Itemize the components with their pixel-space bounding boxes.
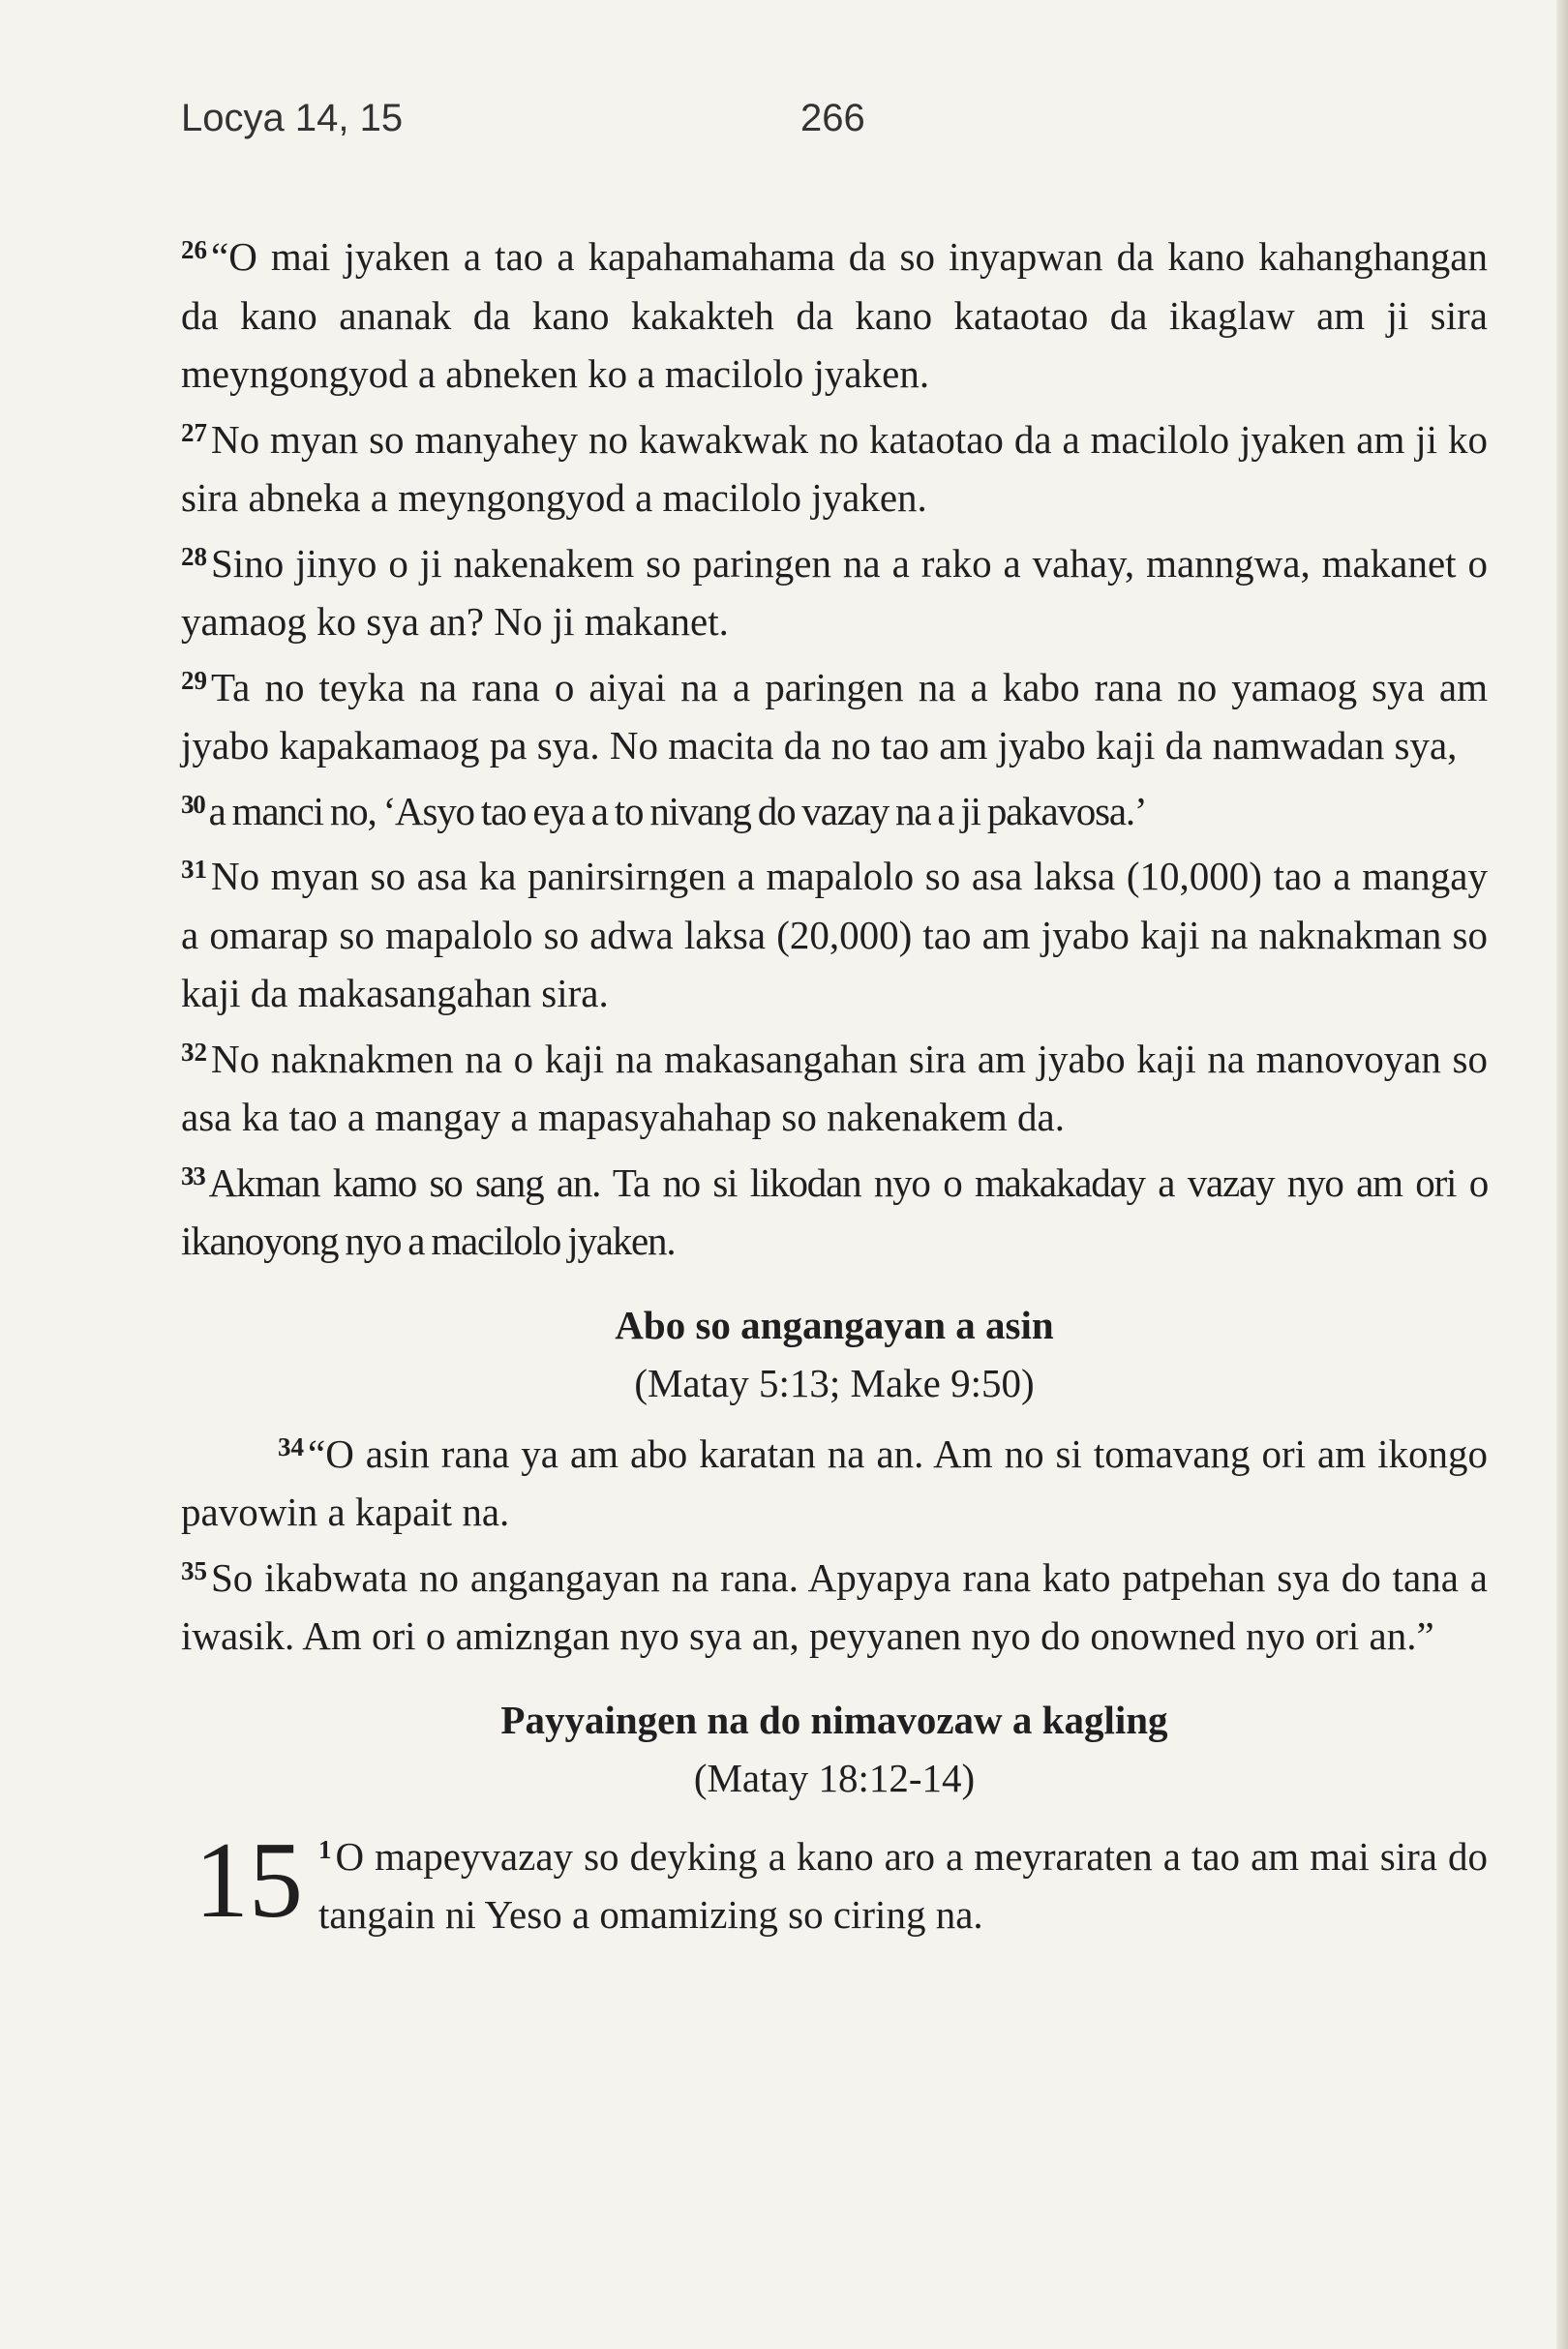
verse-text: “O mai jyaken a tao a kapahamahama da so inyapwan da kano kahanghangan da kano ananak da kano kakakteh da kano kataotao da ikaglaw am ji sira meyngongyod a abneken ko a macilolo jyaken. — [181, 234, 1488, 396]
verse-text: Ta no teyka na rana o aiyai na a paringen na a kabo rana no yamaog sya am jyabo kapakamaog pa sya. No macita da no tao am jyabo kaji da namwadan sya, — [181, 664, 1488, 768]
verse-text: Akman kamo so sang an. Ta no si likodan nyo o makakaday a vazay nyo am ori o ikanoyong nyo a macilolo jyaken. — [181, 1159, 1488, 1263]
chapter-opening — [181, 1821, 1488, 1944]
verse-number: 29 — [181, 665, 207, 695]
verse-number: 26 — [181, 235, 207, 264]
verse-number: 35 — [181, 1555, 207, 1585]
verse — [181, 1023, 1488, 1147]
verse — [181, 775, 1488, 841]
verse-number: 28 — [181, 541, 207, 571]
verse-text: Sino jinyo o ji nakenakem so paringen na a rako a vahay, manngwa, makanet o yamaog ko sya an? No ji makanet. — [181, 540, 1488, 644]
verse-number: 33 — [181, 1160, 205, 1190]
verse — [181, 221, 1488, 404]
section-heading: Abo so angangayan a asin — [615, 1302, 1054, 1347]
verse-number: 34 — [278, 1431, 304, 1461]
verse — [181, 1542, 1488, 1666]
verse-text: a manci no, ‘Asyo tao eya a to nivang do vazay na a ji pakavosa.’ — [208, 788, 1147, 833]
page-header — [181, 97, 1488, 155]
verse — [181, 651, 1488, 775]
verse-number: 1 — [318, 1834, 332, 1864]
section-reference: (Matay 18:12-14) — [693, 1755, 976, 1800]
page-number: 266 — [800, 97, 865, 139]
verse-text: No naknakmen na o kaji na makasangahan sira am jyabo kaji na manovoyan so asa ka tao a mangay a mapasyahahap so nakenakem da. — [181, 1036, 1488, 1139]
verse — [181, 527, 1488, 651]
verse — [181, 1147, 1488, 1271]
verse-text: So ikabwata no angangayan na rana. Apyapya rana kato patpehan sya do tana a iwasik. Am ori o amizngan nyo sya an, peyyanen nyo do onowned nyo ori an.” — [181, 1554, 1488, 1658]
verse — [181, 404, 1488, 527]
verse-text: “O asin rana ya am abo karatan na an. Am no si tomavang ori am ikongo pavowin a kapait na. — [181, 1430, 1488, 1534]
verse-text: No myan so manyahey no kawakwak no kataotao da a macilolo jyaken am ji ko sira abneka a meyngongyod a macilolo jyaken. — [181, 416, 1488, 520]
verse-number: 31 — [181, 855, 207, 884]
verse-number: 30 — [181, 789, 205, 819]
verse — [181, 1418, 1488, 1542]
verse — [181, 840, 1488, 1023]
verse-number: 32 — [181, 1037, 207, 1067]
section-heading: Payyaingen na do nimavozaw a kagling — [500, 1697, 1168, 1742]
chapter-number: 15 — [195, 1820, 303, 1941]
verse-text: No myan so asa ka panirsirngen a mapalolo so asa laksa (10,000) tao a mangay a omarap so mapalolo so adwa laksa (20,000) tao am jyabo kaji na naknakman so kaji da makasangahan sira. — [181, 854, 1488, 1015]
page-edge — [1556, 0, 1568, 2349]
verse-number: 27 — [181, 417, 207, 447]
running-head: Locya 14, 15 — [181, 97, 404, 139]
verse — [181, 1821, 1488, 1944]
section-reference: (Matay 5:13; Make 9:50) — [634, 1360, 1035, 1405]
page-body — [181, 221, 1488, 1944]
verse-text: O mapeyvazay so deyking a kano aro a meyraraten a tao am mai sira do tangain ni Yeso a omamizing so ciring na. — [318, 1833, 1488, 1937]
